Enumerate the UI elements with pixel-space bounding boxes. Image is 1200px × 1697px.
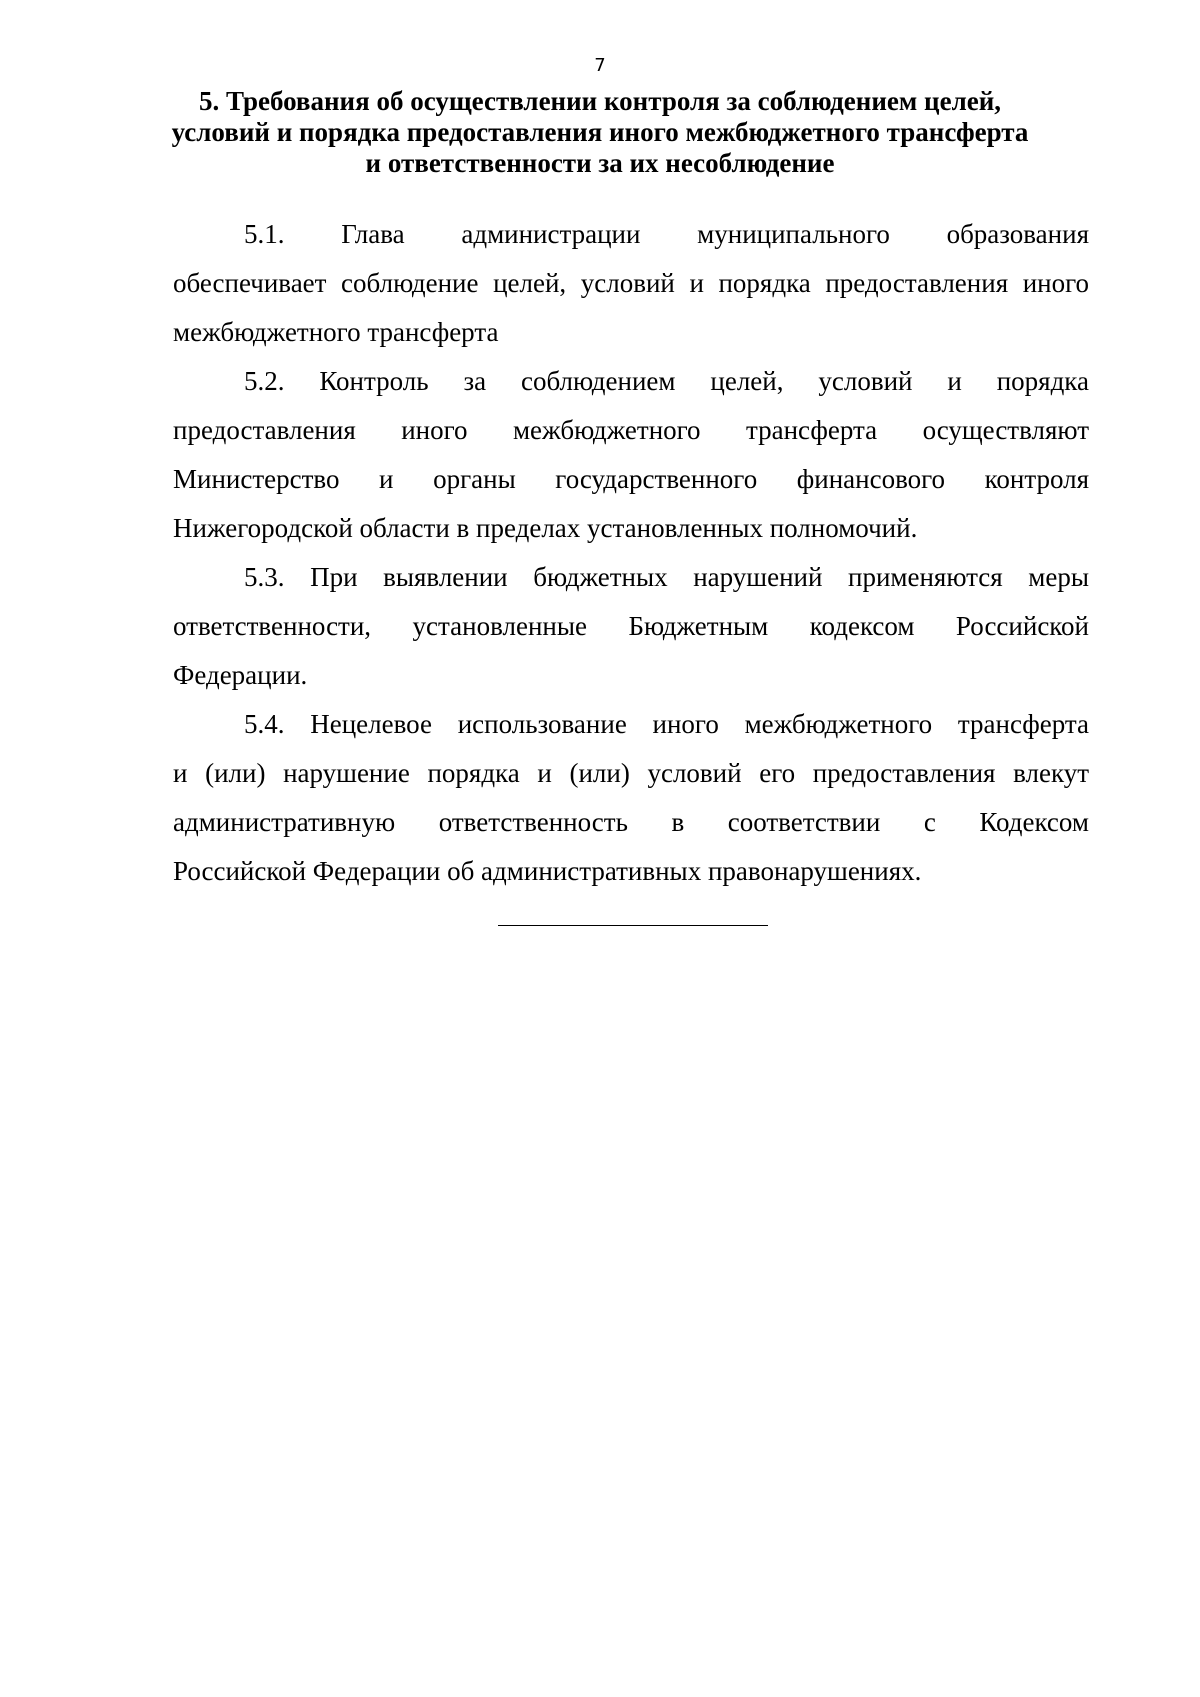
paragraph-line: 5.2. Контроль за соблюдением целей, условий и порядка xyxy=(244,366,1089,396)
section-heading xyxy=(150,86,1050,179)
paragraph-line: межбюджетного трансферта xyxy=(173,317,499,347)
paragraph-line: Федерации. xyxy=(173,660,308,690)
paragraph-5-4 xyxy=(173,700,1089,896)
paragraph-line: 5.3. При выявлении бюджетных нарушений применяются меры xyxy=(244,562,1089,592)
paragraph-line: Нижегородской области в пределах установленных полномочий. xyxy=(173,513,918,543)
paragraph-line: 5.1. Глава администрации муниципального образования xyxy=(244,219,1089,249)
heading-line: и ответственности за их несоблюдение xyxy=(365,148,835,178)
page-number: 7 xyxy=(594,55,606,76)
paragraph-line: 5.4. Нецелевое использование иного межбюджетного трансферта xyxy=(244,709,1089,739)
paragraph-5-2 xyxy=(173,357,1089,553)
paragraph-line: Российской Федерации об административных правонарушениях. xyxy=(173,856,922,886)
paragraph-line: ответственности, установленные Бюджетным кодексом Российской xyxy=(173,611,1089,641)
paragraph-line: обеспечивает соблюдение целей, условий и порядка предоставления иного xyxy=(173,268,1089,298)
heading-line: условий и порядка предоставления иного межбюджетного трансферта xyxy=(171,117,1029,147)
paragraph-line: Министерство и органы государственного финансового контроля xyxy=(173,464,1089,494)
document-body xyxy=(173,210,1089,896)
paragraph-5-1 xyxy=(173,210,1089,357)
heading-line: 5. Требования об осуществлении контроля за соблюдением целей, xyxy=(198,86,1002,116)
paragraph-line: предоставления иного межбюджетного трансферта осуществляют xyxy=(173,415,1089,445)
end-separator-line xyxy=(498,925,768,926)
paragraph-line: административную ответственность в соответствии с Кодексом xyxy=(173,807,1089,837)
paragraph-5-3 xyxy=(173,553,1089,700)
paragraph-line: и (или) нарушение порядка и (или) условий его предоставления влекут xyxy=(173,758,1089,788)
